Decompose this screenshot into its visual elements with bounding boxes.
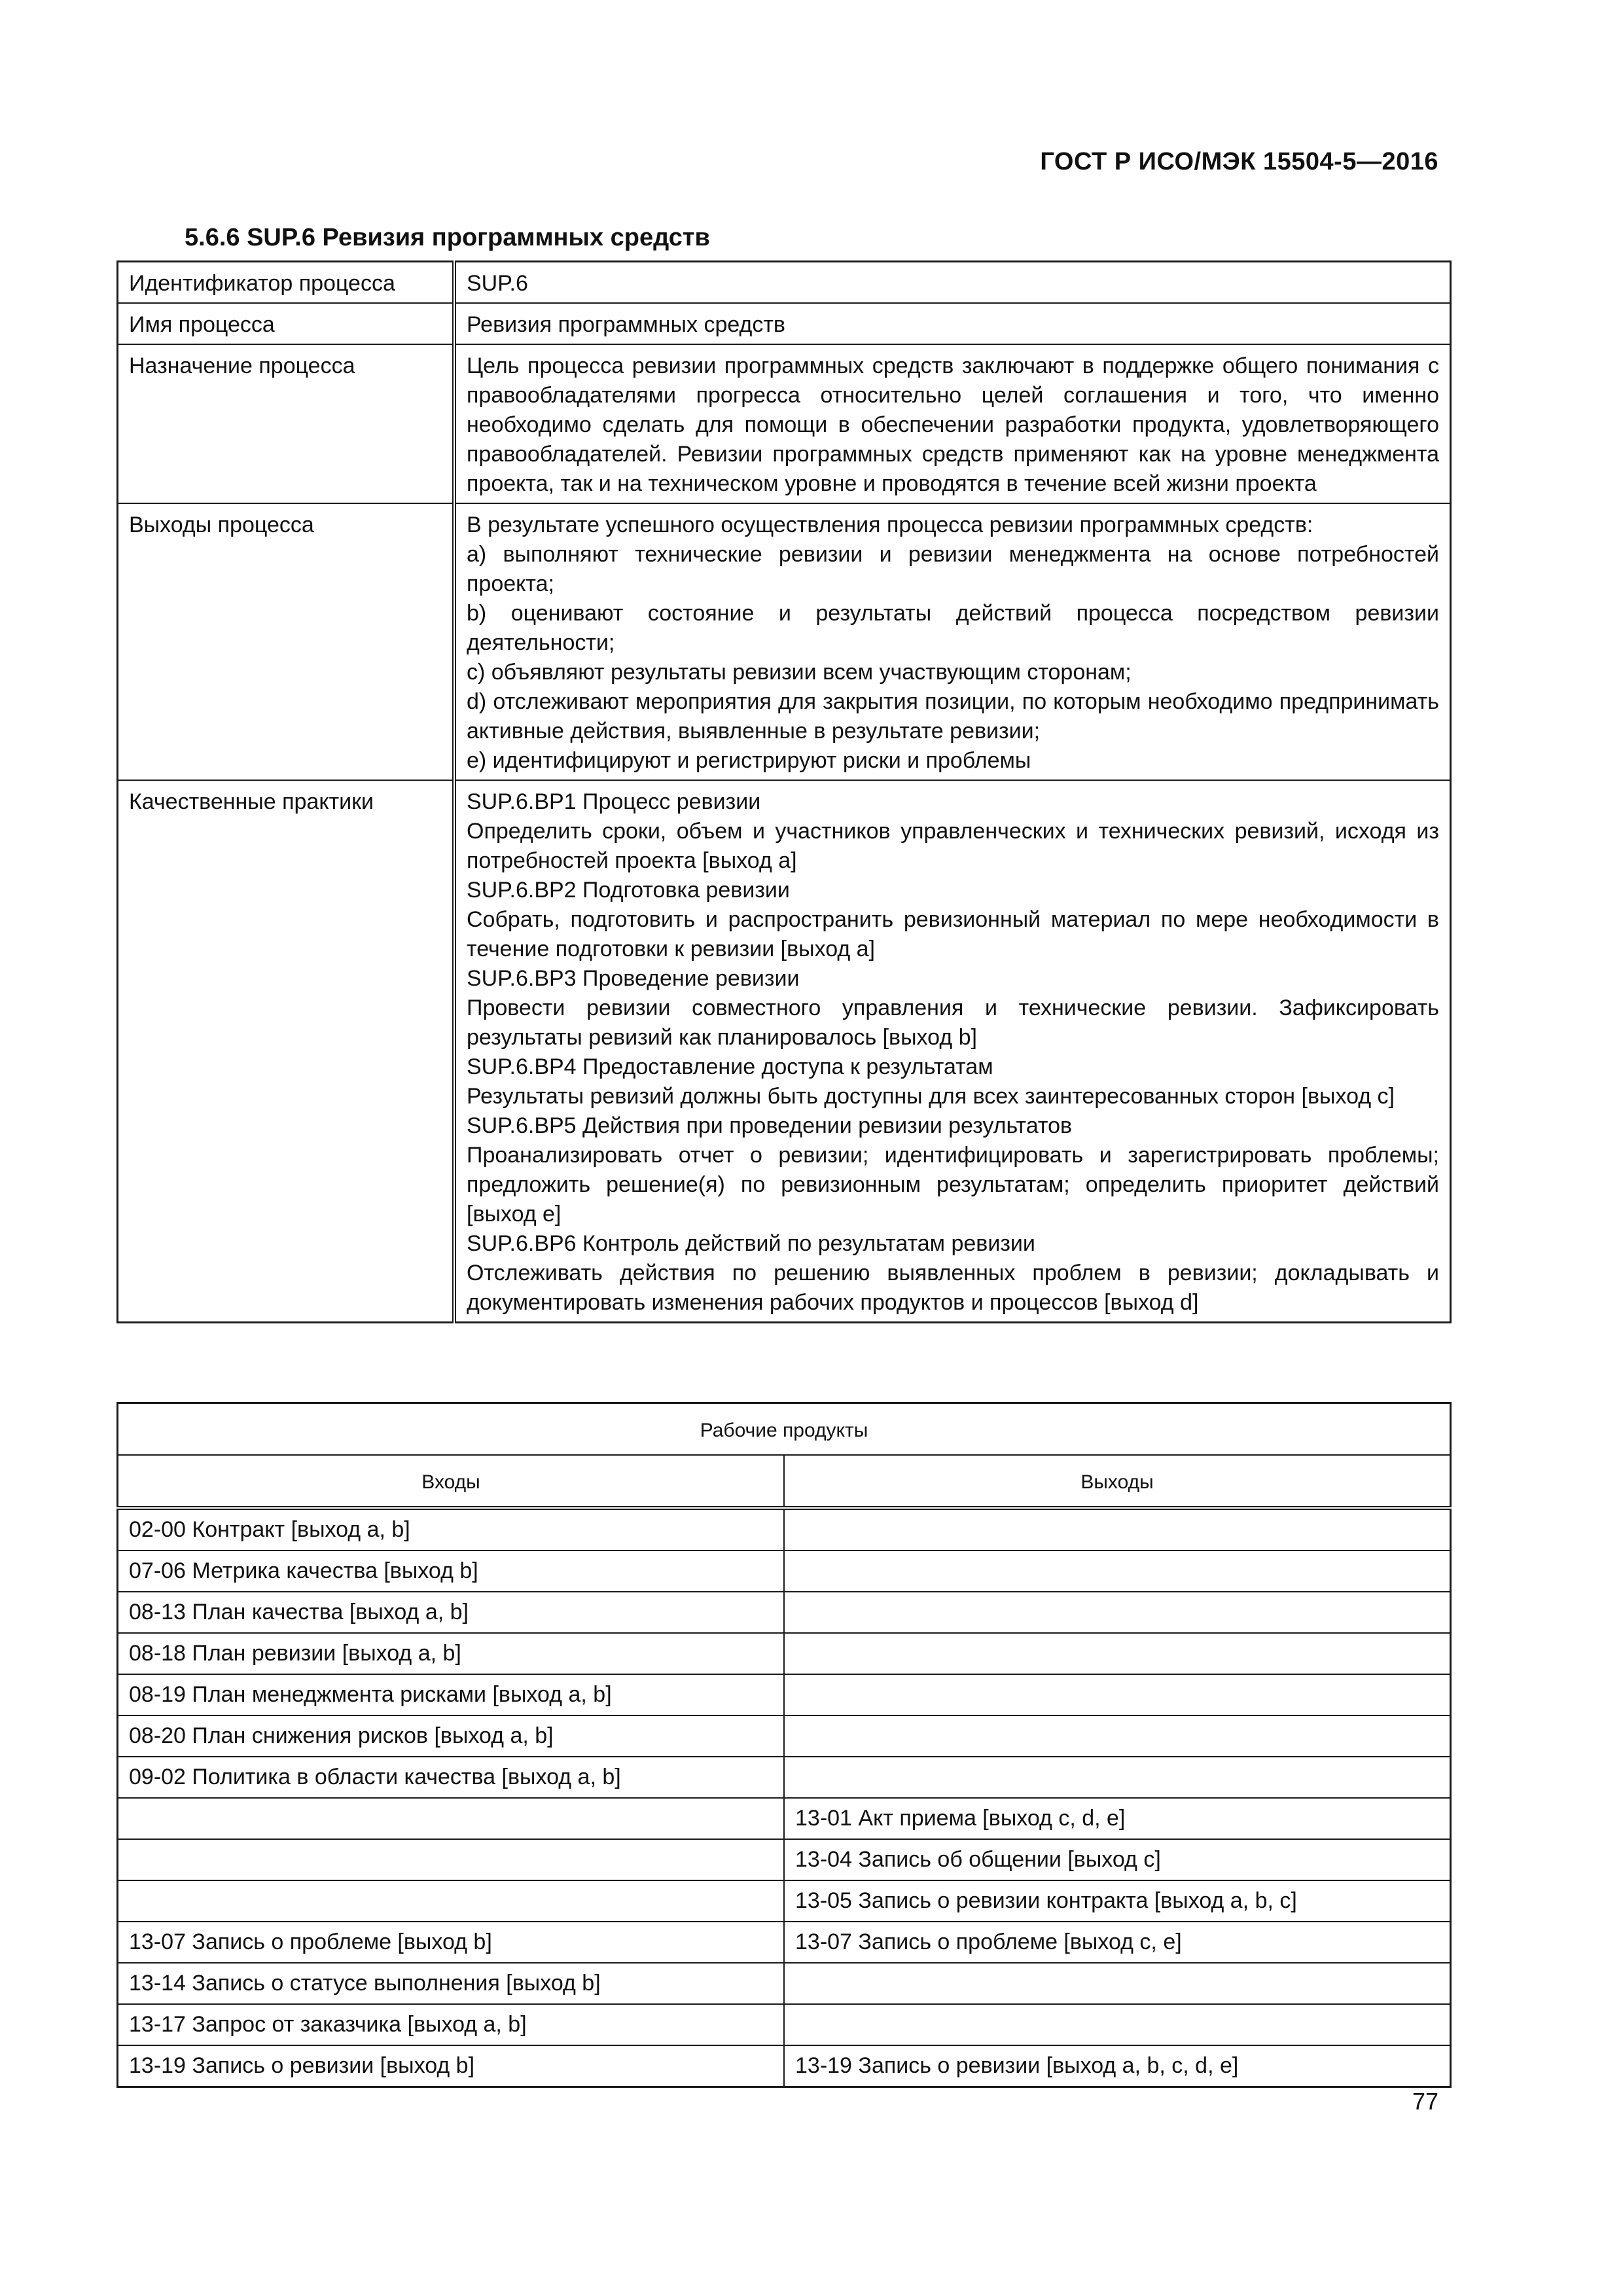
input-cell: 13-17 Запрос от заказчика [выход a, b] xyxy=(118,2004,785,2045)
output-cell xyxy=(784,1633,1451,1674)
process-id-value: SUP.6 xyxy=(454,262,1451,304)
process-practices-row xyxy=(118,780,1451,1323)
outputs-header: Выходы xyxy=(784,1455,1451,1508)
table-row xyxy=(118,1715,1451,1757)
practice-description: Проанализировать отчет о ревизии; идентифицировать и зарегистрировать проблемы; предложить решение(я) по ревизионным результатам; определить приоритет действий [выход e] xyxy=(467,1143,1439,1227)
output-cell xyxy=(784,1674,1451,1715)
work-products-title: Рабочие продукты xyxy=(118,1403,1451,1456)
output-cell xyxy=(784,1592,1451,1633)
process-name-label: Имя процесса xyxy=(118,303,455,344)
process-outcomes-label: Выходы процесса xyxy=(118,503,455,780)
table-row xyxy=(118,1880,1451,1922)
output-cell xyxy=(784,1551,1451,1592)
process-name-row xyxy=(118,303,1451,344)
input-cell: 08-13 План качества [выход a, b] xyxy=(118,1592,785,1633)
practice-description: Определить сроки, объем и участников управленческих и технических ревизий, исходя из потребностей проекта [выход a] xyxy=(467,819,1439,873)
practice-title: SUP.6.BP5 Действия при проведении ревизии результатов xyxy=(467,1113,1073,1138)
input-cell: 07-06 Метрика качества [выход b] xyxy=(118,1551,785,1592)
process-id-row xyxy=(118,262,1451,304)
input-cell: 09-02 Политика в области качества [выход a, b] xyxy=(118,1757,785,1798)
outcome-item: e) идентифицируют и регистрируют риски и проблемы xyxy=(467,748,1031,773)
process-outcomes-row xyxy=(118,503,1451,780)
output-cell: 13-19 Запись о ревизии [выход a, b, c, d, e] xyxy=(784,2045,1451,2087)
practice-title: SUP.6.BP2 Подготовка ревизии xyxy=(467,878,790,903)
outcome-item: a) выполняют технические ревизии и ревизии менеджмента на основе потребностей проекта; xyxy=(467,542,1439,596)
table-row xyxy=(118,1798,1451,1839)
practice-description: Отслеживать действия по решению выявленных проблем в ревизии; докладывать и документировать изменения рабочих продуктов и процессов [выход d] xyxy=(467,1261,1439,1315)
output-cell: 13-05 Запись о ревизии контракта [выход a, b, c] xyxy=(784,1880,1451,1922)
outcome-item: d) отслеживают мероприятия для закрытия позиции, по которым необходимо предпринимать активные действия, выявленные в результате ревизии; xyxy=(467,689,1439,744)
work-products-title-row xyxy=(118,1403,1451,1456)
section-title: 5.6.6 SUP.6 Ревизия программных средств xyxy=(185,224,710,251)
output-cell: 13-01 Акт приема [выход c, d, e] xyxy=(784,1798,1451,1839)
output-cell: 13-07 Запись о проблеме [выход c, e] xyxy=(784,1922,1451,1963)
work-products-columns-row xyxy=(118,1455,1451,1508)
table-row xyxy=(118,1508,1451,1551)
practice-description: Провести ревизии совместного управления и технические ревизии. Зафиксировать результаты ревизий как планировалось [выход b] xyxy=(467,996,1439,1050)
input-cell xyxy=(118,1839,785,1880)
table-row xyxy=(118,1551,1451,1592)
process-practices-list xyxy=(454,780,1451,1323)
outcome-item: b) оценивают состояние и результаты действий процесса посредством ревизии деятельности; xyxy=(467,601,1439,655)
input-cell: 08-18 План ревизии [выход a, b] xyxy=(118,1633,785,1674)
output-cell xyxy=(784,2004,1451,2045)
outcome-item: В результате успешного осуществления процесса ревизии программных средств: xyxy=(467,512,1313,537)
input-cell: 13-14 Запись о статусе выполнения [выход b] xyxy=(118,1963,785,2004)
input-cell: 13-07 Запись о проблеме [выход b] xyxy=(118,1922,785,1963)
output-cell xyxy=(784,1715,1451,1757)
input-cell xyxy=(118,1798,785,1839)
practice-description: Собрать, подготовить и распространить ревизионный материал по мере необходимости в течение подготовки к ревизии [выход a] xyxy=(467,907,1439,961)
output-cell xyxy=(784,1963,1451,2004)
table-row xyxy=(118,1757,1451,1798)
practice-title: SUP.6.BP6 Контроль действий по результатам ревизии xyxy=(467,1231,1035,1256)
practice-title: SUP.6.BP3 Проведение ревизии xyxy=(467,966,800,991)
table-row xyxy=(118,1674,1451,1715)
practice-description: Результаты ревизий должны быть доступны для всех заинтересованных сторон [выход c] xyxy=(467,1084,1395,1109)
table-row xyxy=(118,2045,1451,2087)
output-cell xyxy=(784,1508,1451,1551)
input-cell: 13-19 Запись о ревизии [выход b] xyxy=(118,2045,785,2087)
practice-title: SUP.6.BP4 Предоставление доступа к результатам xyxy=(467,1054,993,1079)
page-number: 77 xyxy=(1412,2088,1438,2115)
table-row xyxy=(118,1922,1451,1963)
process-purpose-label: Назначение процесса xyxy=(118,344,455,503)
table-row xyxy=(118,2004,1451,2045)
table-row xyxy=(118,1592,1451,1633)
outcome-item: c) объявляют результаты ревизии всем участвующим сторонам; xyxy=(467,660,1132,685)
process-practices-label: Качественные практики xyxy=(118,780,455,1323)
input-cell: 08-19 План менеджмента рисками [выход a, b] xyxy=(118,1674,785,1715)
table-row xyxy=(118,1633,1451,1674)
input-cell xyxy=(118,1880,785,1922)
output-cell: 13-04 Запись об общении [выход c] xyxy=(784,1839,1451,1880)
practice-title: SUP.6.BP1 Процесс ревизии xyxy=(467,789,761,814)
table-row xyxy=(118,1963,1451,2004)
process-table xyxy=(116,260,1452,1323)
process-purpose-row xyxy=(118,344,1451,503)
table-row xyxy=(118,1839,1451,1880)
input-cell: 02-00 Контракт [выход a, b] xyxy=(118,1508,785,1551)
input-cell: 08-20 План снижения рисков [выход a, b] xyxy=(118,1715,785,1757)
process-name-value: Ревизия программных средств xyxy=(454,303,1451,344)
process-outcomes-list xyxy=(454,503,1451,780)
inputs-header: Входы xyxy=(118,1455,785,1508)
work-products-table xyxy=(116,1402,1452,2088)
process-purpose-value: Цель процесса ревизии программных средств заключают в поддержке общего понимания с правообладателями прогресса относительно целей соглашения и того, что именно необходимо сделать для помощи в обеспечении разработки продукта, удовлетворяющего правообладателей. Ревизии программных средств применяют как на уровне менеджмента проекта, так и на техническом уровне и проводятся в течение всей жизни проекта xyxy=(454,344,1451,503)
process-id-label: Идентификатор процесса xyxy=(118,262,455,304)
output-cell xyxy=(784,1757,1451,1798)
standard-header: ГОСТ Р ИСО/МЭК 15504-5—2016 xyxy=(1040,148,1438,175)
